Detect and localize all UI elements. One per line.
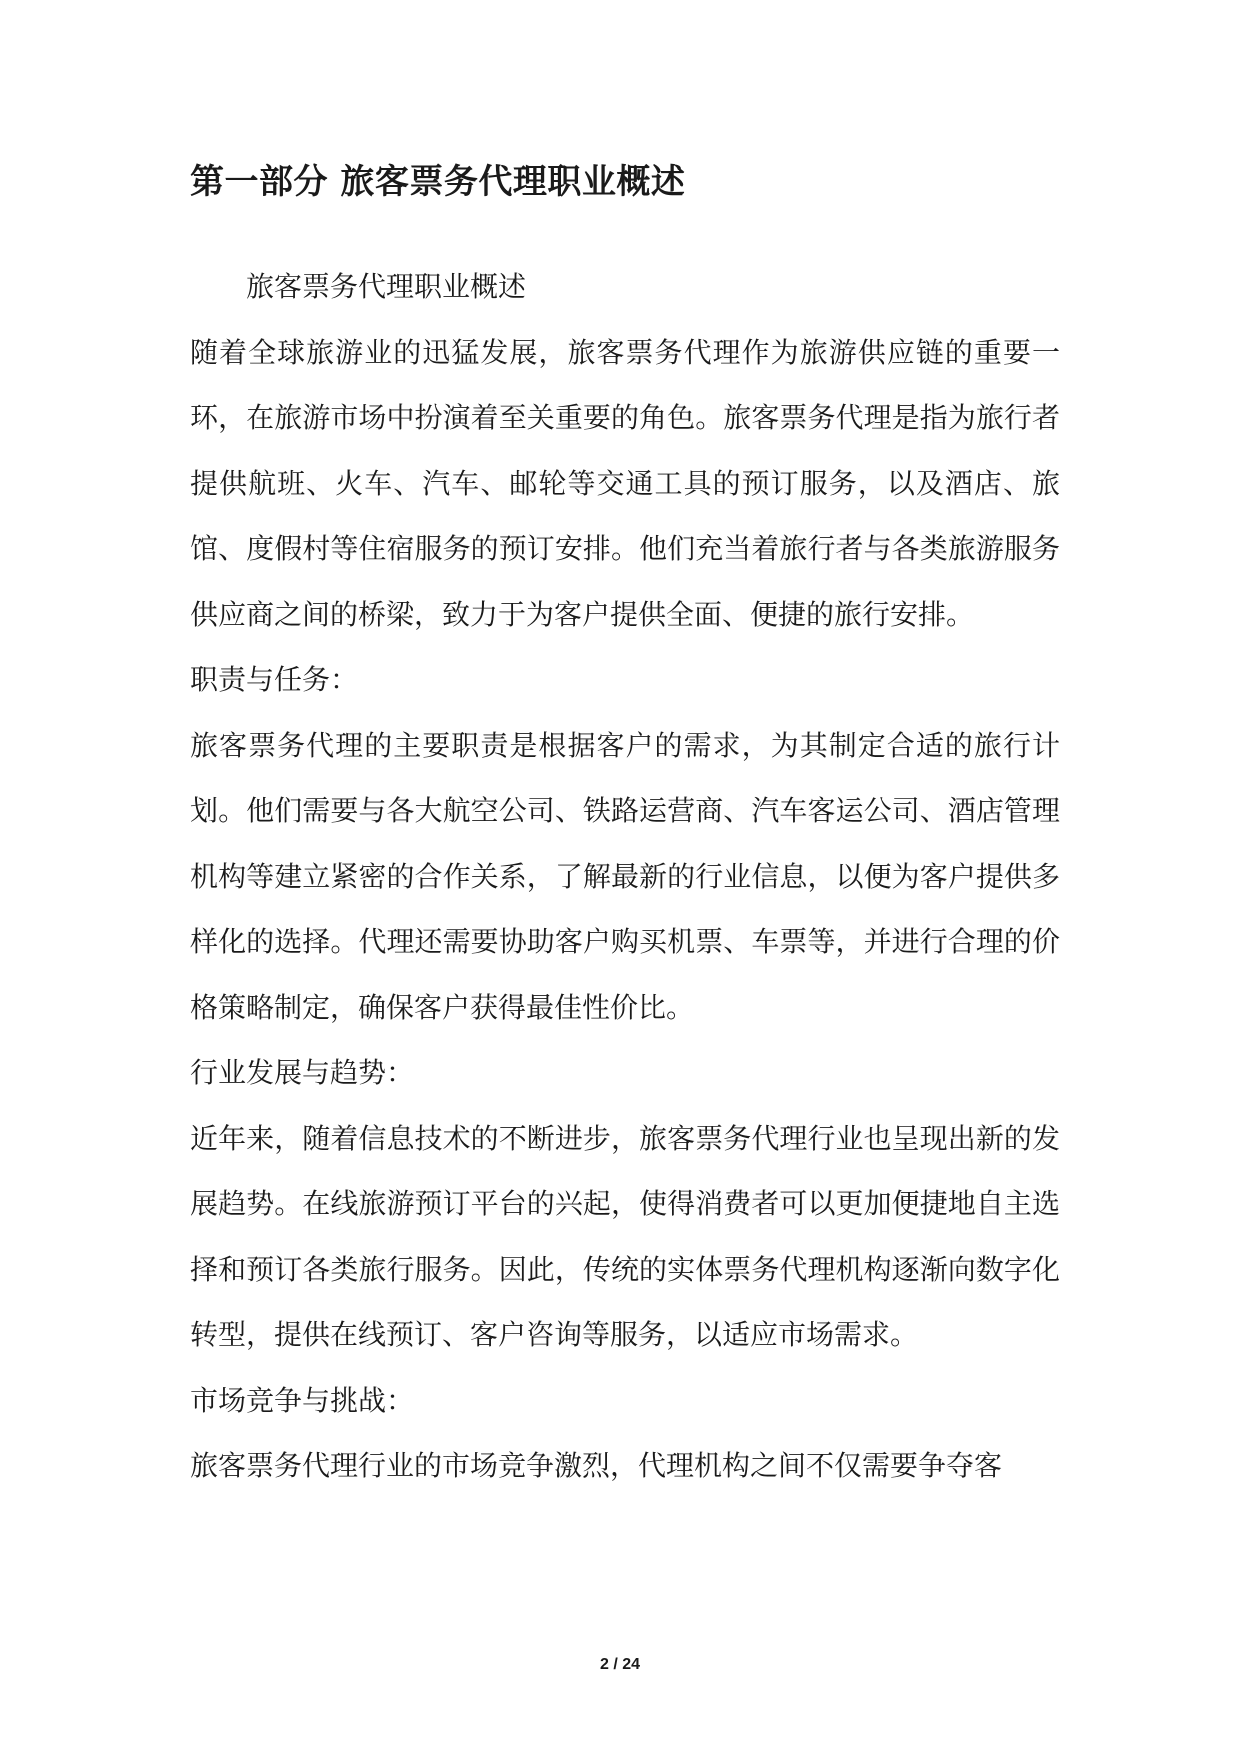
paragraph-duties: 旅客票务代理的主要职责是根据客户的需求，为其制定合适的旅行计划。他们需要与各大航空公司、铁路运营商、汽车客运公司、酒店管理机构等建立紧密的合作关系，了解最新的行业信息，以便为客户提供多样化的选择。代理还需要协助客户购买机票、车票等，并进行合理的价格策略制定，确保客户获得最佳性价比。 xyxy=(190,728,1060,1024)
paragraph-competition: 旅客票务代理行业的市场竞争激烈，代理机构之间不仅需要争夺客 xyxy=(190,1449,1003,1482)
paragraph-trends: 近年来，随着信息技术的不断进步，旅客票务代理行业也呈现出新的发展趋势。在线旅游预订平台的兴起，使得消费者可以更加便捷地自主选择和预订各类旅行服务。因此，传统的实体票务代理机构逐渐向数字化转型，提供在线预订、客户咨询等服务，以适应市场需求。 xyxy=(190,1121,1060,1351)
page-number: 2 / 24 xyxy=(599,1656,641,1673)
document-body xyxy=(190,254,1060,1499)
section-title: 第一部分 旅客票务代理职业概述 xyxy=(190,162,686,202)
paragraph-heading-duties: 职责与任务： xyxy=(190,663,359,696)
paragraph-intro: 随着全球旅游业的迅猛发展，旅客票务代理作为旅游供应链的重要一环，在旅游市场中扮演着至关重要的角色。旅客票务代理是指为旅行者提供航班、火车、汽车、邮轮等交通工具的预订服务，以及酒店、旅馆、度假村等住宿服务的预订安排。他们充当着旅行者与各类旅游服务供应商之间的桥梁，致力于为客户提供全面、便捷的旅行安排。 xyxy=(190,335,1060,631)
paragraph-subtitle: 旅客票务代理职业概述 xyxy=(246,270,527,303)
paragraph-heading-competition: 市场竞争与挑战： xyxy=(190,1383,415,1417)
paragraph-heading-trends: 行业发展与趋势： xyxy=(190,1056,415,1089)
